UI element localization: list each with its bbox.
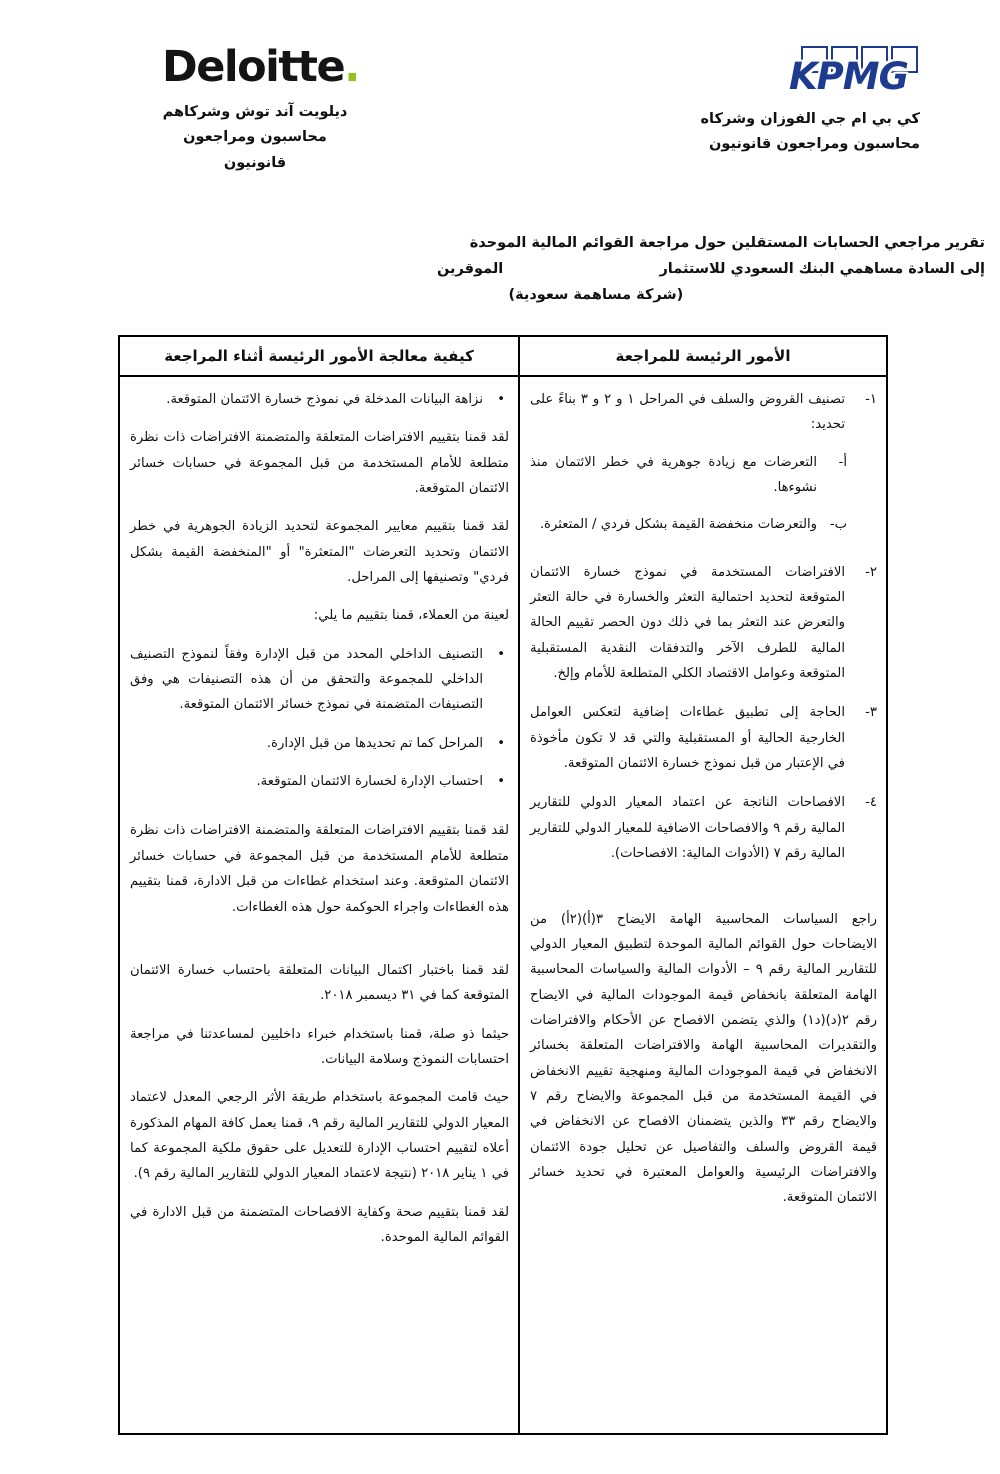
how-paragraph-8: لقد قمنا بتقييم صحة وكفاية الافصاحات المتضمنة من قبل الادارة في القوائم المالية الموحدة. [130, 1204, 509, 1245]
deloitte-logo [150, 42, 360, 92]
how-bullet-2-text: التصنيف الداخلي المحدد من قبل الإدارة وفقاً لنموذج التصنيف الداخلي للمجموعة والتحقق من أن هذه التصنيفات هي وفق التصنيفات المتضمنة في نموذج خسائر الائتمان المتوقعة. [130, 646, 483, 713]
kam-item-1b-text: والتعرضات منخفضة القيمة بشكل فردي / المتعثرة. [539, 517, 817, 533]
how-paragraph-1: لقد قمنا بتقييم الافتراضات المتعلقة والمتضمنة الافتراضات ذات نظرة متطلعة للأمام المستخدمة من قبل المجموعة في حسابات خسائر الائتمان المتوقعة. [130, 430, 509, 497]
kam-item-1-text: تصنيف القروض والسلف في المراحل ١ و ٢ و ٣ بناءً على تحديد: [530, 392, 845, 433]
report-title-addressee: إلى السادة مساهمي البنك السعودي للاستثمار [659, 261, 985, 278]
deloitte-arabic-line2: محاسبون ومراجعون قانونيون [183, 129, 327, 171]
column-how-addressed [120, 337, 518, 1433]
key-audit-matters-body [520, 377, 886, 1433]
kam-item-1b [530, 512, 847, 537]
report-title [437, 230, 985, 308]
column-key-audit-matters [518, 337, 886, 1433]
kam-item-1-number: ١- [865, 392, 877, 407]
how-bullet-1-text: نزاهة البيانات المدخلة في نموذج خسارة الائتمان المتوقعة. [166, 392, 483, 407]
how-bullet-2 [130, 642, 509, 718]
key-audit-matters-table [118, 335, 888, 1435]
report-title-honorific: الموقرين [437, 261, 504, 278]
deloitte-arabic-line1: ديلويت آند توش وشركاهم [162, 104, 348, 120]
kam-item-1a-text: التعرضات مع زيادة جوهرية في خطر الائتمان منذ نشوءها. [530, 454, 817, 496]
how-bullet-4 [130, 769, 509, 794]
kam-item-2-number: ٢- [865, 564, 877, 580]
kam-reference-paragraph: راجع السياسات المحاسبية الهامة الايضاح ٣(أ)(٢أ) من الايضاحات حول القوائم المالية الموحدة لتطبيق المعيار الدولي للتقارير المالية رقم ٩ – الأدوات المالية والسياسات المحاسبية الهامة المتعلقة بانخفاض قيمة الموجودات المالية في الايضاح رقم ٢(د)(د١) والذي يتضمن الافصاح عن الأحكام والافتراضات والتقديرات المحاسبية الهامة والافتراضات المتعلقة بخسائر الانخفاض في قيمة الموجودات المالية ومنهجية تقييم الانخفاض في القيمة المستخدمة من قبل المجموعة والايضاح رقم ٧ والايضاح رقم ٣٣ والذين يتضمنان الافصاح عن الانخفاض في قيمة القروض والسلف والتفاصيل عن تحليل جودة الائتمان والافتراضات الرئيسية والعوامل المعتبرة في تحديد خسائر الائتمان المتوقعة. [530, 911, 877, 1206]
how-addressed-body [120, 377, 518, 1433]
deloitte-green-dot-icon: . [344, 42, 359, 92]
column-header-key-audit-matters: الأمور الرئيسة للمراجعة [520, 337, 886, 377]
kam-item-3 [530, 700, 877, 776]
how-paragraph-3: لعينة من العملاء، قمنا بتقييم ما يلي: [313, 608, 509, 624]
how-bullet-3 [130, 731, 509, 756]
kam-item-1b-number: ب- [829, 517, 847, 533]
deloitte-logo-text: Deloitte [162, 42, 345, 92]
kam-item-1a-number: أ- [838, 454, 847, 470]
bullet-icon: • [497, 774, 505, 790]
how-bullet-3-text: المراحل كما تم تحديدها من قبل الإدارة. [266, 735, 483, 751]
report-title-line3: (شركة مساهمة سعودية) [508, 287, 684, 304]
kpmg-arabic-line2: محاسبون ومراجعون قانونيون [708, 136, 920, 153]
report-title-line2 [437, 256, 985, 282]
kpmg-logo [789, 46, 918, 98]
kam-item-4-number: ٤- [865, 795, 877, 811]
how-paragraph-7: حيث قامت المجموعة باستخدام طريقة الأثر الرجعي المعدل لاعتماد المعيار الدولي للتقارير المالية رقم ٩، قمنا بعمل كافة المهام المذكورة أعلاه لتقييم احتساب الإدارة للتعديل على حقوق ملكية المجموعة كما في ١ يناير ٢٠١٨ (نتيجة لاعتماد المعيار الدولي للتقارير المالية رقم ٩). [130, 1090, 509, 1182]
kam-item-1a [530, 450, 847, 501]
kam-item-4 [530, 790, 877, 866]
kpmg-arabic-line1: كي بي ام جي الفوزان وشركاه [700, 111, 920, 127]
bullet-icon: • [497, 646, 505, 662]
how-paragraph-5: لقد قمنا باختبار اكتمال البيانات المتعلقة باحتساب خسارة الائتمان المتوقعة كما في ٣١ ديسمبر ٢٠١٨. [130, 962, 509, 1004]
column-header-how-addressed: كيفية معالجة الأمور الرئيسة أثناء المراجعة [120, 337, 518, 377]
report-title-line1: تقرير مراجعي الحسابات المستقلين حول مراجعة القوائم المالية الموحدة [469, 235, 985, 251]
deloitte-arabic-name [150, 100, 360, 176]
how-bullet-4-text: احتساب الإدارة لخسارة الائتمان المتوقعة. [256, 774, 483, 790]
kam-item-2 [530, 560, 877, 687]
deloitte-letterhead [150, 42, 360, 176]
kam-item-1 [530, 387, 877, 438]
kpmg-arabic-name [688, 107, 920, 158]
kam-item-3-text: الحاجة إلى تطبيق غطاءات إضافية لتعكس العوامل الخارجية الحالية أو المستقبلية والتي قد لا تكون مأخوذة في الإعتبار من قبل نموذج خسارة الائتمان المتوقعة. [530, 705, 845, 772]
kam-item-3-number: ٣- [865, 705, 877, 721]
bullet-icon: • [497, 735, 505, 751]
how-paragraph-2: لقد قمنا بتقييم معايير المجموعة لتحديد الزيادة الجوهرية في خطر الائتمان وتحديد التعرضات "المتعثرة" أو "المنخفضة القيمة بشكل فردي" وتصنيفها إلى المراحل. [130, 519, 509, 586]
how-bullet-1 [130, 387, 509, 412]
kam-item-2-text: الافتراضات المستخدمة في نموذج خسارة الائتمان المتوقعة لتحديد احتمالية التعثر والخسارة في حالة التعثر والتعرض عند التعثر بما في ذلك دون الحصر تقييم الحالة المالية للطرف الآخر والتدفقات النقدية المستقبلية المتوقعة وعوامل الاقتصاد الكلي المتطلعة للأمام وإلخ. [530, 564, 845, 682]
how-paragraph-4: لقد قمنا بتقييم الافتراضات المتعلقة والمتضمنة الافتراضات ذات نظرة متطلعة للأمام المستخدمة من قبل المجموعة في حسابات خسائر الائتمان المتوقعة. وعند استخدام غطاءات من قبل الادارة، قمنا بتقييم هذه الغطاءات واجراء الحوكمة حول هذه الغطاءات. [130, 823, 509, 915]
how-paragraph-6: حيثما ذو صلة، قمنا باستخدام خبراء داخليين لمساعدتنا في مراجعة احتسابات النموذج وسلامة البيانات. [130, 1026, 509, 1067]
kpmg-logo-text: KPMG [789, 55, 908, 98]
bullet-icon: • [497, 392, 505, 407]
kam-item-4-text: الافصاحات الناتجة عن اعتماد المعيار الدولي للتقارير المالية رقم ٩ والافصاحات الاضافية للمعيار الدولي للتقارير المالية رقم ٧ (الأدوات المالية: الافصاحات). [530, 795, 845, 862]
kpmg-letterhead [688, 46, 920, 158]
